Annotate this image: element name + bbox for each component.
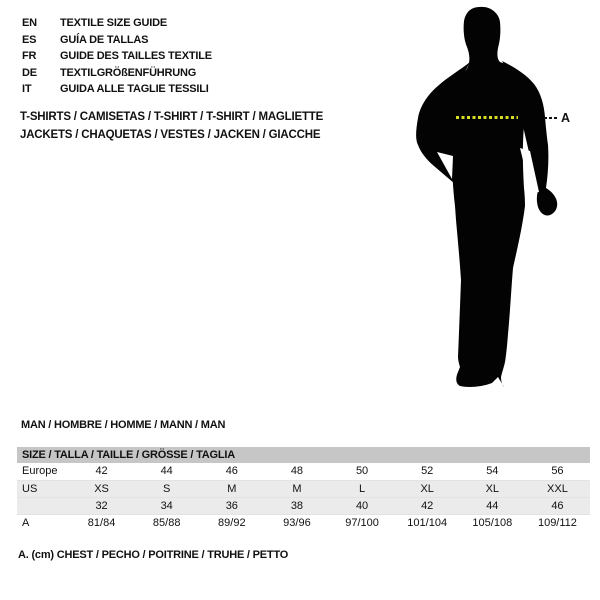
language-row-en [22,15,212,32]
table-cell: 46 [551,500,564,512]
measure-label-a: A [561,111,571,125]
language-code: IT [22,83,32,96]
table-cell: 101/104 [407,517,448,529]
row-label: US [22,483,38,495]
table-cell: 81/84 [87,517,116,529]
language-label: GUIDE DES TAILLES TEXTILE [60,50,212,63]
table-cell: S [163,483,171,495]
table-cell: L [359,483,366,495]
language-row-es [22,32,212,49]
table-cell: 46 [225,465,238,477]
table-cell: 44 [486,500,499,512]
table-row-chest-cm [17,514,590,531]
table-cell: 38 [290,500,304,512]
table-cell: 42 [95,465,108,477]
table-cell: 89/92 [218,517,246,529]
language-label: GUÍA DE TALLAS [60,33,149,46]
language-label: TEXTILGRÖßENFÜHRUNG [60,66,197,79]
row-label [17,498,69,514]
size-table [17,447,590,531]
language-list [22,15,212,98]
table-cell: M [292,483,302,495]
table-cell: 54 [486,465,499,477]
chest-measure-dashed-line [456,116,518,119]
language-label: TEXTILE SIZE GUIDE [60,17,168,29]
language-row-de [22,65,212,82]
table-cell: XS [94,483,109,495]
row-label: Europe [22,465,58,477]
table-cell: XL [420,483,434,495]
category-lines [20,109,323,144]
table-cell: 42 [421,500,434,512]
table-cell: 109/112 [537,517,577,529]
table-cell: 48 [290,465,304,477]
category-line-jackets: JACKETS / CHAQUETAS / VESTES / JACKEN / GIACCHE [20,128,321,141]
gender-heading: MAN / HOMBRE / HOMME / MANN / MAN [21,419,226,431]
category-line-tshirts: T-SHIRTS / CAMISETAS / T-SHIRT / T-SHIRT / MAGLIETTE [20,111,324,123]
table-cell: 105/108 [472,517,513,529]
table-cell: 50 [355,465,369,477]
table-cell: M [227,483,237,495]
language-code: FR [22,50,37,63]
language-row-it [22,81,212,98]
table-cell: 56 [551,465,564,477]
language-code: EN [22,17,37,29]
row-label: A [22,517,30,529]
table-cell: 97/100 [345,517,379,529]
measurement-footnote: A. (cm) CHEST / PECHO / POITRINE / TRUHE / PETTO [18,549,289,561]
table-row-us [17,480,590,497]
table-cell: XL [485,483,500,495]
language-label: GUIDA ALLE TAGLIE TESSILI [60,83,209,96]
language-code: DE [22,66,37,79]
table-cell: 52 [421,465,434,477]
table-cell: 34 [160,500,173,512]
measure-leader-dashes [544,117,559,119]
size-table-header: SIZE / TALLA / TAILLE / GRÖSSE / TAGLIA [17,447,590,463]
table-cell: 40 [355,500,369,512]
table-cell: 32 [95,500,108,512]
table-cell: 93/96 [283,517,311,529]
table-cell: XXL [547,483,568,495]
table-row-europe [17,463,590,480]
table-cell: 85/88 [152,517,181,529]
language-row-fr [22,48,212,65]
man-silhouette-image [412,2,572,400]
table-cell: 36 [225,500,238,512]
language-code: ES [22,33,37,46]
table-cell: 44 [160,465,173,477]
table-row-us-numeric [17,497,590,514]
